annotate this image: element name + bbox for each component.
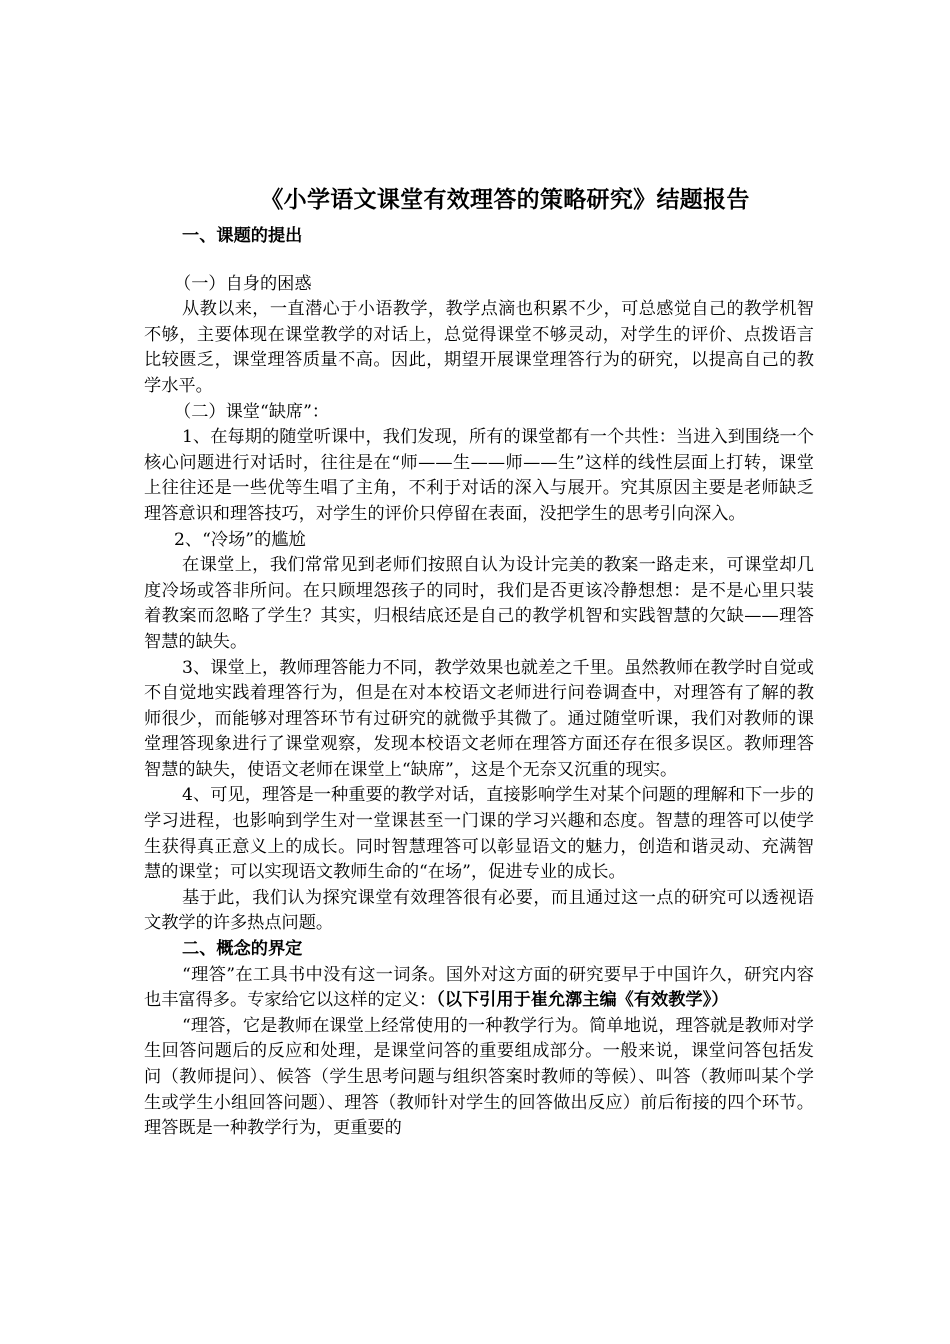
paragraph-text: “理答”在工具书中没有这一词条。国外对这方面的研究要早于中国许久，研究内容也丰富得多。专家给它以这样的定义： [144, 964, 814, 1011]
citation-note: （以下引用于崔允漷主编《有效教学》） [436, 990, 729, 1011]
subheading-cold-field: 2、“冷场”的尴尬 [174, 529, 306, 550]
paragraph: 基于此，我们认为探究课堂有效理答很有必要，而且通过这一点的研究可以透视语文教学的许多热点问题。 [144, 887, 814, 934]
spacer [144, 250, 814, 272]
document-title: 《小学语文课堂有效理答的策略研究》结题报告 [260, 186, 750, 213]
paragraph: “理答，它是教师在课堂上经常使用的一种教学行为。简单地说，理答就是教师对学生回答问题后的反应和处理，是课堂问答的重要组成部分。一般来说，课堂问答包括发问（教师提问）、候答（学生思考问题与组织答案时教师的等候）、叫答（教师叫某个学生或学生小组回答问题）、理答（教师针对学生的回答做出反应）前后衔接的四个环节。理答既是一种教学行为，更重要的 [144, 1015, 814, 1139]
paragraph: 4、可见，理答是一种重要的教学对话，直接影响学生对某个问题的理解和下一步的学习进程，也影响到学生对一堂课甚至一门课的学习兴趣和态度。智慧的理答可以使学生获得真正意义上的成长。同时智慧理答可以彰显语文的魅力，创造和谐灵动、充满智慧的课堂；可以实现语文教师生命的“在场”，促进专业的成长。 [144, 785, 814, 883]
paragraph: 从教以来，一直潜心于小语教学，教学点滴也积累不少，可总感觉自己的教学机智不够，主要体现在课堂教学的对话上，总觉得课堂不够灵动，对学生的评价、点拨语言比较匮乏，课堂理答质量不高。因此，期望开展课堂理答行为的研究，以提高自己的教学水平。 [144, 299, 814, 396]
paragraph: 在课堂上，我们常常见到老师们按照自认为设计完美的教案一路走来，可课堂却几度冷场或答非所问。在只顾埋怨孩子的同时，我们是否更该冷静想想：是不是心里只装着教案而忽略了学生？其实，归根结底还是自己的教学机智和实践智慧的欠缺——理答智慧的缺失。 [144, 555, 814, 652]
section-heading-2: 二、概念的界定 [182, 939, 303, 960]
paragraph [144, 963, 814, 1014]
subheading-confusion: （一）自身的困惑 [174, 273, 312, 294]
subheading-absence: （二）课堂“缺席”： [174, 401, 330, 422]
section-heading-1: 一、课题的提出 [182, 226, 303, 246]
paragraph: 1、在每期的随堂听课中，我们发现，所有的课堂都有一个共性：当进入到围绕一个核心问题进行对话时，往往是在“师——生——师——生”这样的线性层面上打转，课堂上往往还是一些优等生唱了主角，不利于对话的深入与展开。究其原因主要是老师缺乏理答意识和理答技巧，对学生的评价只停留在表面，没把学生的思考引向深入。 [144, 427, 814, 524]
document-body [144, 224, 814, 1142]
paragraph: 3、课堂上，教师理答能力不同，教学效果也就差之千里。虽然教师在教学时自觉或不自觉地实践着理答行为，但是在对本校语文老师进行问卷调查中，对理答有了解的教师很少，而能够对理答环节有过研究的就微乎其微了。通过随堂听课，我们对教师的课堂理答现象进行了课堂观察，发现本校语文老师在理答方面还存在很多误区。教师理答智慧的缺失，使语文老师在课堂上“缺席”，这是个无奈又沉重的现实。 [144, 657, 814, 780]
